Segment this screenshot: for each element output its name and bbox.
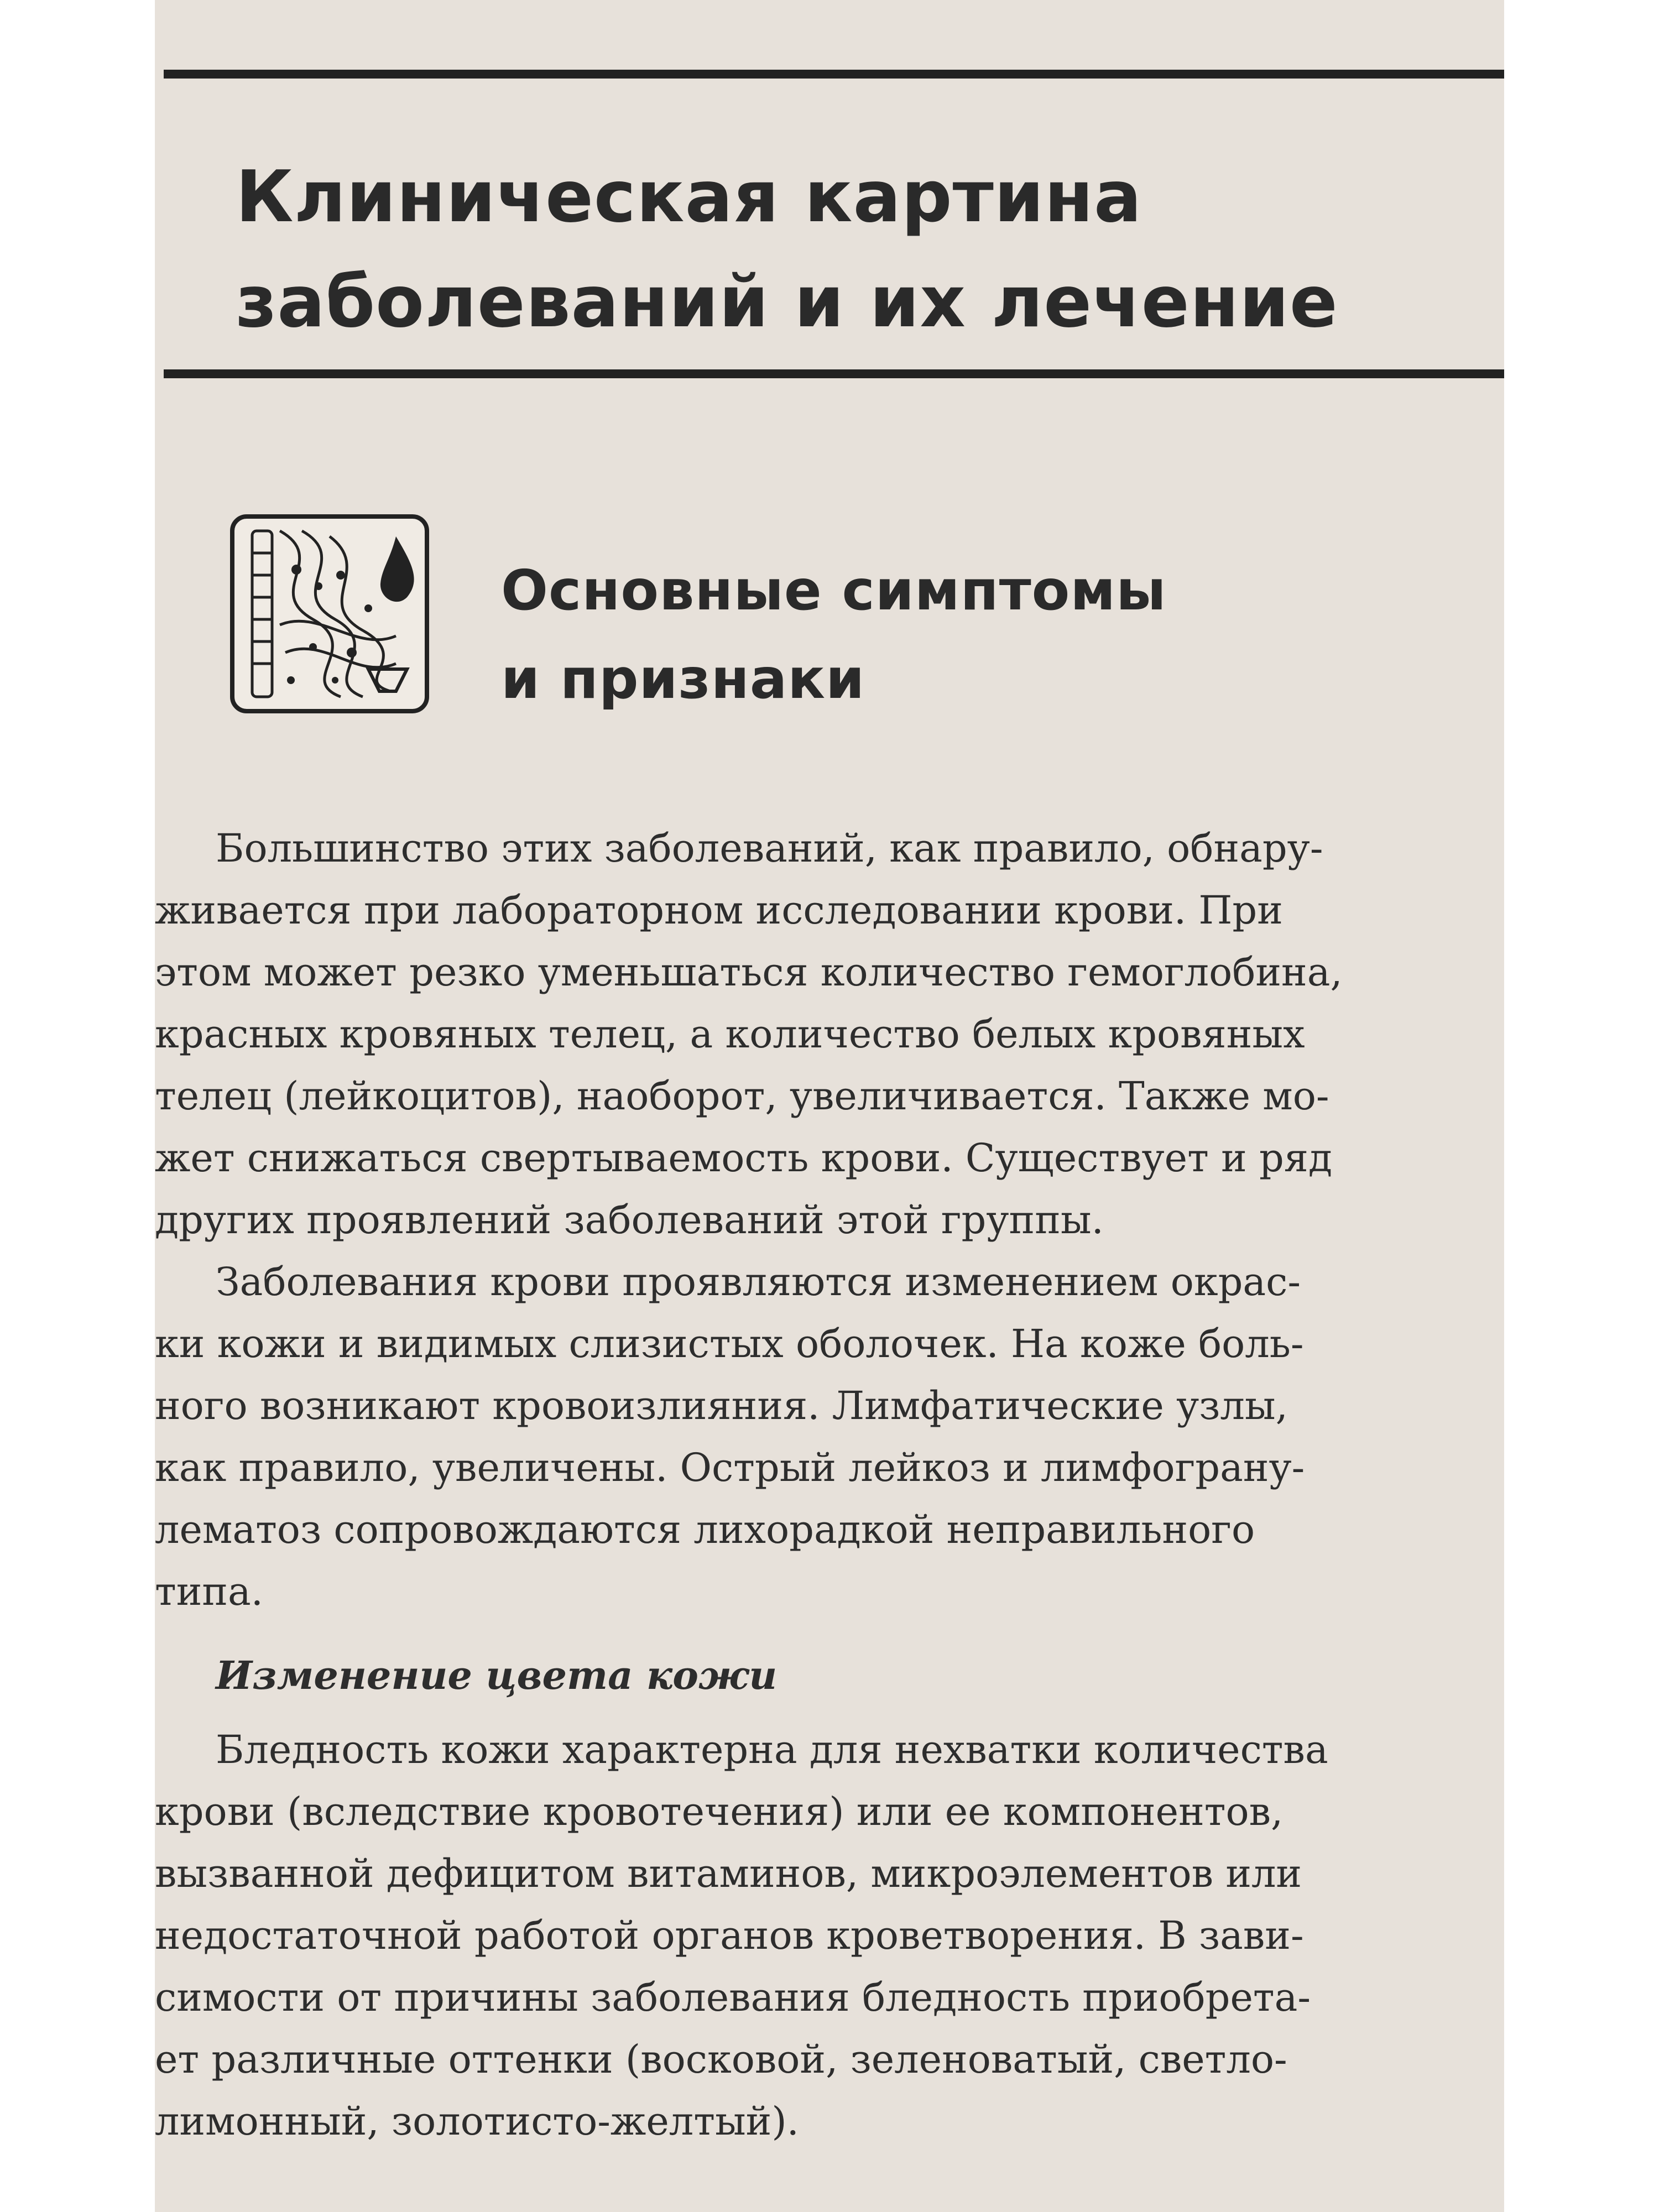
text-line: Бледность кожи характерна для нехватки количества: [216, 1727, 1328, 1772]
text-line: крови (вследствие кровотечения) или ее компонентов,: [155, 1789, 1284, 1834]
text-line: как правило, увеличены. Острый лейкоз и лимфограну-: [155, 1445, 1305, 1490]
blood-cells-emblem-icon: [230, 514, 429, 713]
paragraph-2: [155, 1251, 1504, 1623]
text-line: живается при лабораторном исследовании крови. При: [155, 888, 1283, 933]
section-title-line-2: и признаки: [501, 646, 865, 711]
body-text: [155, 817, 1504, 2152]
text-line: ет различные оттенки (восковой, зеленоватый, светло-: [155, 2037, 1287, 2082]
subheading: Изменение цвета кожи: [216, 1652, 778, 1698]
text-line: жет снижаться свертываемость крови. Существует и ряд: [155, 1135, 1333, 1181]
text-line: Заболевания крови проявляются изменением окрас-: [216, 1259, 1301, 1305]
text-line: телец (лейкоцитов), наоборот, увеличивается. Также мо-: [155, 1073, 1329, 1119]
text-line: Большинство этих заболеваний, как правило, обнару-: [216, 826, 1323, 871]
section-title-line-1: Основные симптомы: [501, 558, 1167, 623]
bottom-rule: [164, 369, 1504, 378]
paragraph-1: [155, 817, 1504, 1251]
text-line: других проявлений заболеваний этой группы.: [155, 1197, 1104, 1243]
book-page: [155, 0, 1504, 2212]
text-line: типа.: [155, 1569, 264, 1614]
text-line: красных кровяных телец, а количество белых кровяных: [155, 1011, 1305, 1057]
text-line: лематоз сопровождаются лихорадкой неправильного: [155, 1507, 1255, 1552]
chapter-title: [236, 145, 1485, 355]
chapter-title-line-2: заболеваний и их лечение: [236, 261, 1338, 343]
text-line: ного возникают кровоизлияния. Лимфатические узлы,: [155, 1383, 1288, 1428]
top-rule: [164, 70, 1504, 79]
text-line: лимонный, золотисто-желтый).: [155, 2099, 799, 2144]
text-line: ки кожи и видимых слизистых оболочек. На коже боль-: [155, 1321, 1304, 1366]
text-line: вызванной дефицитом витаминов, микроэлементов или: [155, 1851, 1302, 1896]
text-line: симости от причины заболевания бледность приобрета-: [155, 1975, 1311, 2020]
section-title: [501, 546, 1441, 723]
text-line: этом может резко уменьшаться количество гемоглобина,: [155, 950, 1343, 995]
text-line: недостаточной работой органов кроветворения. В зави-: [155, 1913, 1304, 1958]
chapter-title-line-1: Клиническая картина: [236, 156, 1142, 238]
paragraph-3: [155, 1719, 1504, 2152]
